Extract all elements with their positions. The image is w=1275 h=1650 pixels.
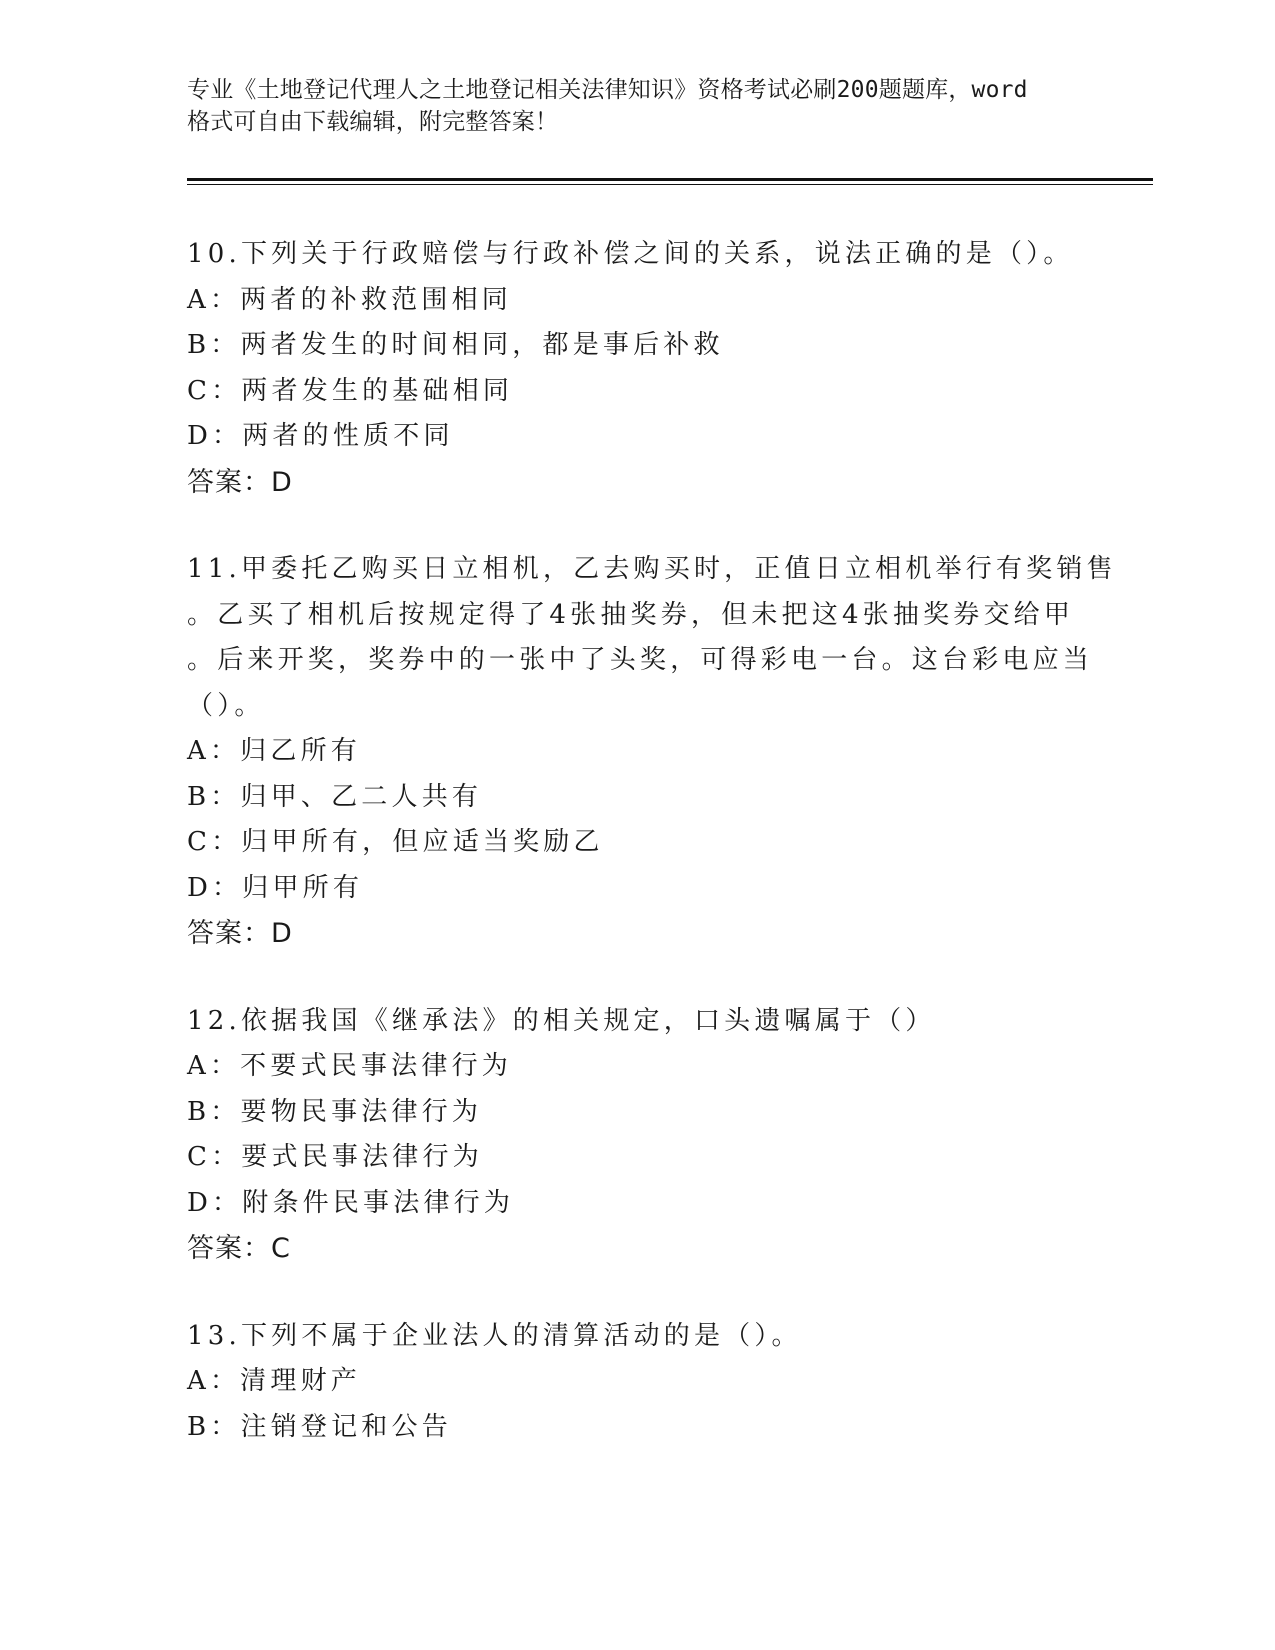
question-list (187, 232, 1117, 1492)
answer-line: 答案：C (187, 1233, 291, 1264)
option-c: C：要式民事法律行为 (187, 1142, 483, 1172)
option-c: C：归甲所有，但应适当奖励乙 (187, 827, 604, 857)
question-stem: 10.下列关于行政赔偿与行政补偿之间的关系，说法正确的是（）。 (187, 239, 1074, 269)
question-stem-line-3: 。后来开奖，奖券中的一张中了头奖，可得彩电一台。这台彩电应当 (187, 645, 1094, 675)
option-a: A：清理财产 (187, 1366, 361, 1396)
question-stem: 13.下列不属于企业法人的清算活动的是（）。 (187, 1320, 802, 1351)
option-a: A：两者的补救范围相同 (187, 284, 512, 315)
question-stem: 12.依据我国《继承法》的相关规定，口头遗嘱属于（） (187, 1005, 936, 1036)
question-stem-line-2: 。乙买了相机后按规定得了4张抽奖券，但未把这4张抽奖券交给甲 (187, 599, 1075, 630)
document-header (187, 74, 1087, 138)
option-a: A：不要式民事法律行为 (187, 1051, 512, 1081)
option-a: A：归乙所有 (187, 736, 361, 766)
question-12 (187, 999, 1087, 1272)
question-11 (187, 547, 1117, 957)
option-d: D：附条件民事法律行为 (187, 1187, 515, 1218)
option-c: C：两者发生的基础相同 (187, 375, 514, 406)
header-divider-thin (187, 184, 1153, 185)
header-line-1: 专业《土地登记代理人之土地登记相关法律知识》资格考试必刷200题题库，word (187, 77, 1028, 103)
question-10 (187, 232, 1087, 505)
option-b: B：注销登记和公告 (187, 1411, 452, 1442)
question-stem-line-4: （）。 (187, 690, 265, 721)
option-b: B：归甲、乙二人共有 (187, 781, 483, 812)
answer-line: 答案：D (187, 918, 293, 949)
header-line-2: 格式可自由下载编辑，附完整答案！ (187, 109, 559, 135)
option-d: D：归甲所有 (187, 872, 364, 903)
option-b: B：要物民事法律行为 (187, 1096, 483, 1127)
option-d: D：两者的性质不同 (187, 421, 454, 451)
option-b: B：两者发生的时间相同，都是事后补救 (187, 330, 724, 360)
question-13 (187, 1314, 1087, 1451)
answer-line: 答案：D (187, 466, 293, 498)
question-stem-line-1: 11.甲委托乙购买日立相机，乙去购买时，正值日立相机举行有奖销售 (187, 554, 1117, 584)
header-divider-thick (187, 178, 1153, 181)
